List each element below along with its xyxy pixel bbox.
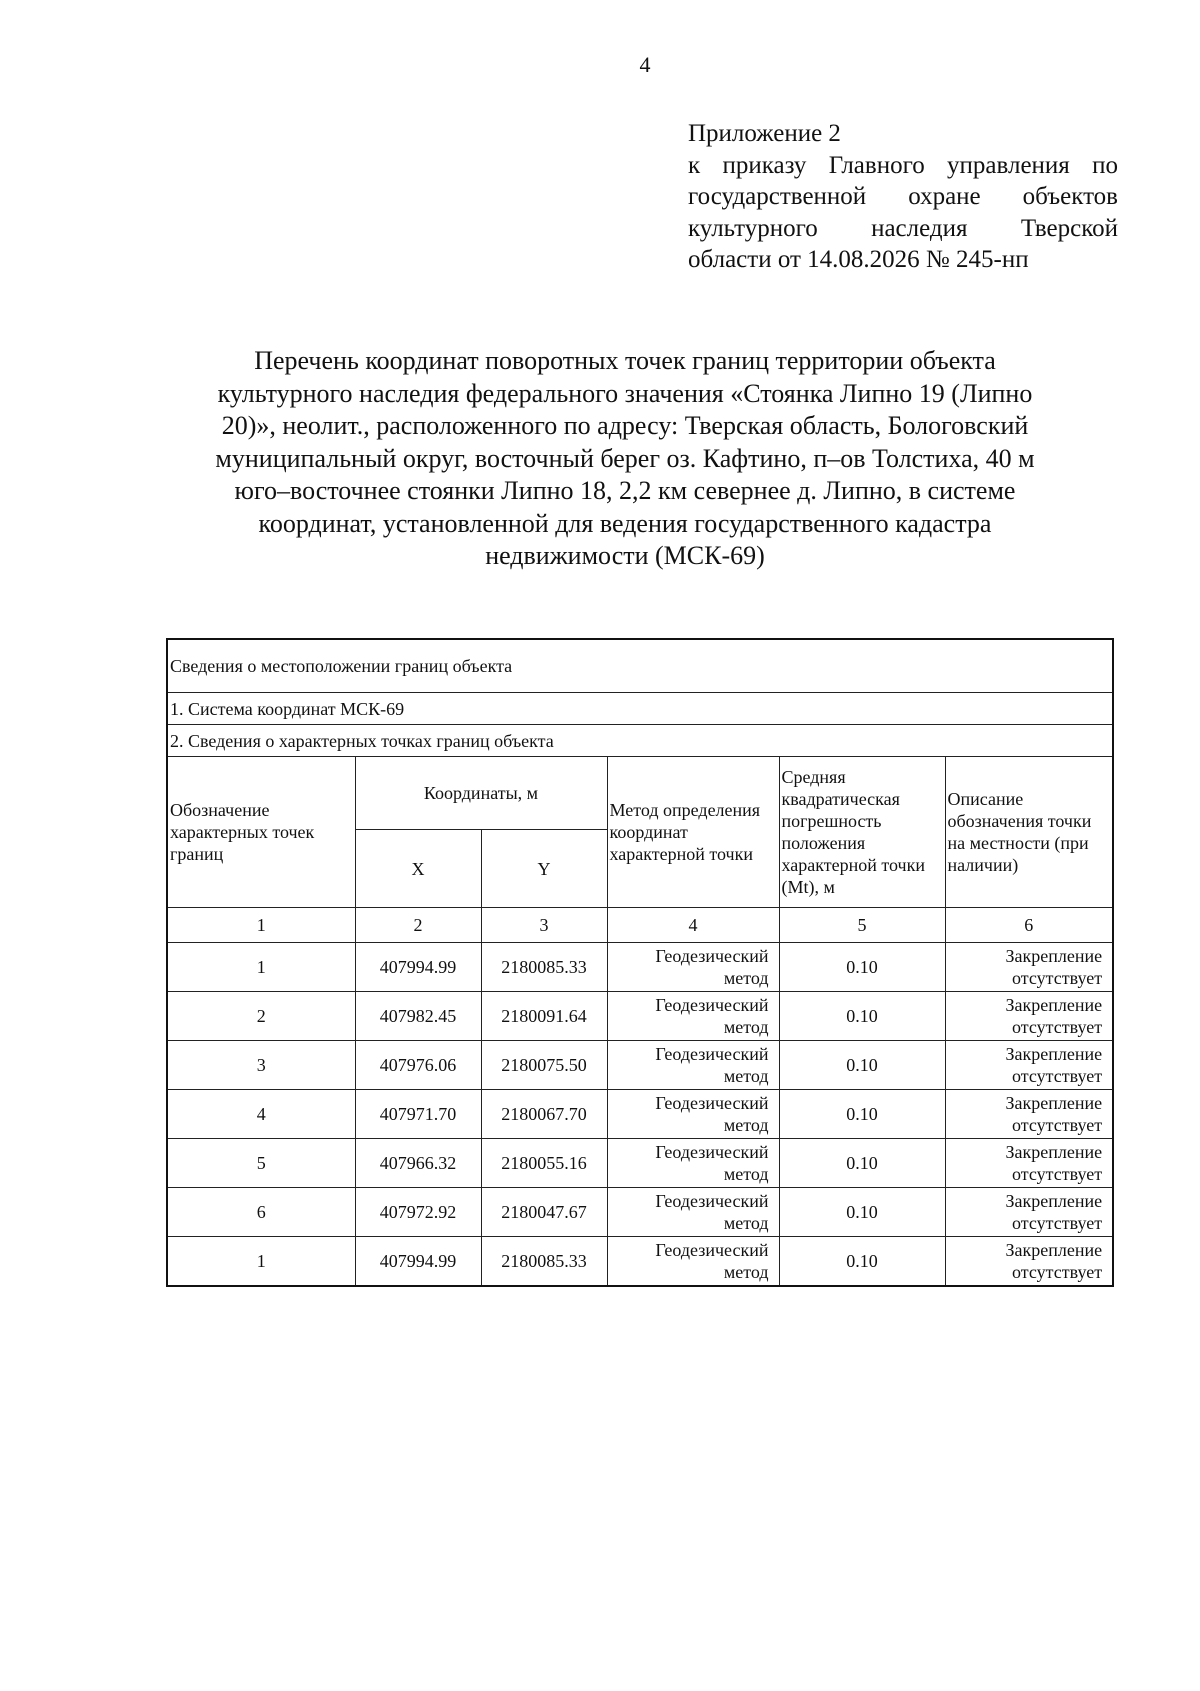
description-line: Закрепление xyxy=(1005,1191,1103,1211)
appendix-line: культурного наследия Тверской xyxy=(688,214,1118,242)
method-cell xyxy=(607,1090,779,1139)
point-designation: 2 xyxy=(167,992,355,1041)
description-cell xyxy=(945,943,1113,992)
title-line: 20)», неолит., расположенного по адресу: Тверская область, Бологовский xyxy=(221,411,1029,440)
title-line: недвижимости (МСК-69) xyxy=(485,541,765,570)
method-cell xyxy=(607,1139,779,1188)
coord-x: 407972.92 xyxy=(355,1188,481,1237)
method-line: Геодезический xyxy=(655,1142,769,1162)
table-row xyxy=(167,1188,1113,1237)
point-designation: 6 xyxy=(167,1188,355,1237)
method-line: метод xyxy=(723,1017,769,1037)
description-line: Закрепление xyxy=(1005,1044,1103,1064)
error-value: 0.10 xyxy=(779,1139,945,1188)
description-cell xyxy=(945,1188,1113,1237)
point-designation: 4 xyxy=(167,1090,355,1139)
table-row xyxy=(167,1090,1113,1139)
description-line: отсутствует xyxy=(1012,968,1103,988)
coord-y: 2180085.33 xyxy=(481,943,607,992)
coordinates-table xyxy=(166,638,1114,1287)
method-line: Геодезический xyxy=(655,1240,769,1260)
appendix-line: государственной охране объектов xyxy=(688,183,1118,210)
coord-y: 2180047.67 xyxy=(481,1188,607,1237)
title-line: муниципальный округ, восточный берег оз. Кафтино, п–ов Толстиха, 40 м xyxy=(215,443,1035,473)
header-coordinates: Координаты, м xyxy=(355,757,607,830)
point-designation: 1 xyxy=(167,1237,355,1287)
error-value: 0.10 xyxy=(779,943,945,992)
column-number: 6 xyxy=(945,908,1113,943)
point-designation: 3 xyxy=(167,1041,355,1090)
description-line: отсутствует xyxy=(1012,1066,1103,1086)
table-row xyxy=(167,1139,1113,1188)
method-line: Геодезический xyxy=(655,1044,769,1064)
description-line: Закрепление xyxy=(1005,995,1103,1015)
header-designation: Обозначение характерных точек границ xyxy=(167,757,355,908)
title-line: Перечень координат поворотных точек границ территории объекта xyxy=(254,346,996,375)
title-line: юго–восточнее стоянки Липно 18, 2,2 км севернее д. Липно, в системе xyxy=(234,476,1016,505)
header-method: Метод определения координат характерной точки xyxy=(607,757,779,908)
column-number: 2 xyxy=(355,908,481,943)
method-line: Геодезический xyxy=(655,946,769,966)
error-value: 0.10 xyxy=(779,992,945,1041)
column-number: 1 xyxy=(167,908,355,943)
coord-x: 407994.99 xyxy=(355,1237,481,1287)
description-line: Закрепление xyxy=(1005,1093,1103,1113)
method-cell xyxy=(607,943,779,992)
description-cell xyxy=(945,1041,1113,1090)
description-line: отсутствует xyxy=(1012,1017,1103,1037)
appendix-line: к приказу Главного управления по xyxy=(688,151,1118,179)
coord-x: 407976.06 xyxy=(355,1041,481,1090)
page-number: 4 xyxy=(639,52,651,77)
method-cell xyxy=(607,992,779,1041)
coord-y: 2180085.33 xyxy=(481,1237,607,1287)
method-line: Геодезический xyxy=(655,1191,769,1211)
method-line: метод xyxy=(723,1164,769,1184)
coord-x: 407982.45 xyxy=(355,992,481,1041)
method-cell xyxy=(607,1041,779,1090)
point-designation: 1 xyxy=(167,943,355,992)
column-number: 4 xyxy=(607,908,779,943)
coord-y: 2180055.16 xyxy=(481,1139,607,1188)
error-value: 0.10 xyxy=(779,1237,945,1287)
point-designation: 5 xyxy=(167,1139,355,1188)
description-cell xyxy=(945,1090,1113,1139)
method-cell xyxy=(607,1237,779,1287)
method-line: метод xyxy=(723,1213,769,1233)
table-row xyxy=(167,943,1113,992)
table-row xyxy=(167,1237,1113,1287)
error-value: 0.10 xyxy=(779,1041,945,1090)
document-title xyxy=(150,345,1100,573)
title-line: культурного наследия федерального значения «Стоянка Липно 19 (Липно xyxy=(217,378,1033,408)
method-line: Геодезический xyxy=(655,995,769,1015)
error-value: 0.10 xyxy=(779,1090,945,1139)
method-line: метод xyxy=(723,1262,769,1282)
coord-x: 407966.32 xyxy=(355,1139,481,1188)
title-line: координат, установленной для ведения государственного кадастра xyxy=(258,508,992,538)
table-row xyxy=(167,1041,1113,1090)
coord-y: 2180075.50 xyxy=(481,1041,607,1090)
coord-x: 407971.70 xyxy=(355,1090,481,1139)
column-number: 5 xyxy=(779,908,945,943)
error-value: 0.10 xyxy=(779,1188,945,1237)
description-line: Закрепление xyxy=(1005,946,1103,966)
appendix-block xyxy=(688,118,1118,276)
coord-y: 2180091.64 xyxy=(481,992,607,1041)
description-line: отсутствует xyxy=(1012,1262,1103,1282)
header-x: X xyxy=(355,830,481,908)
table-row xyxy=(167,992,1113,1041)
appendix-line: Приложение 2 xyxy=(688,120,841,147)
method-line: метод xyxy=(723,1115,769,1135)
coordinate-system-label: 1. Система координат МСК-69 xyxy=(167,693,1113,725)
method-cell xyxy=(607,1188,779,1237)
description-line: отсутствует xyxy=(1012,1164,1103,1184)
column-number: 3 xyxy=(481,908,607,943)
section-title: Сведения о местоположении границ объекта xyxy=(167,639,1113,693)
description-line: отсутствует xyxy=(1012,1115,1103,1135)
method-line: Геодезический xyxy=(655,1093,769,1113)
description-line: отсутствует xyxy=(1012,1213,1103,1233)
coord-x: 407994.99 xyxy=(355,943,481,992)
description-cell xyxy=(945,1139,1113,1188)
description-cell xyxy=(945,1237,1113,1287)
appendix-line: области от 14.08.2026 № 245-нп xyxy=(688,246,1029,273)
header-y: Y xyxy=(481,830,607,908)
description-line: Закрепление xyxy=(1005,1142,1103,1162)
description-line: Закрепление xyxy=(1005,1240,1103,1260)
coord-y: 2180067.70 xyxy=(481,1090,607,1139)
method-line: метод xyxy=(723,968,769,988)
header-description: Описание обозначения точки на местности (при наличии) xyxy=(945,757,1113,908)
description-cell xyxy=(945,992,1113,1041)
header-error: Средняя квадратическая погрешность положения характерной точки (Mt), м xyxy=(779,757,945,908)
points-section-label: 2. Сведения о характерных точках границ объекта xyxy=(167,725,1113,757)
column-number-row xyxy=(167,908,1113,943)
method-line: метод xyxy=(723,1066,769,1086)
